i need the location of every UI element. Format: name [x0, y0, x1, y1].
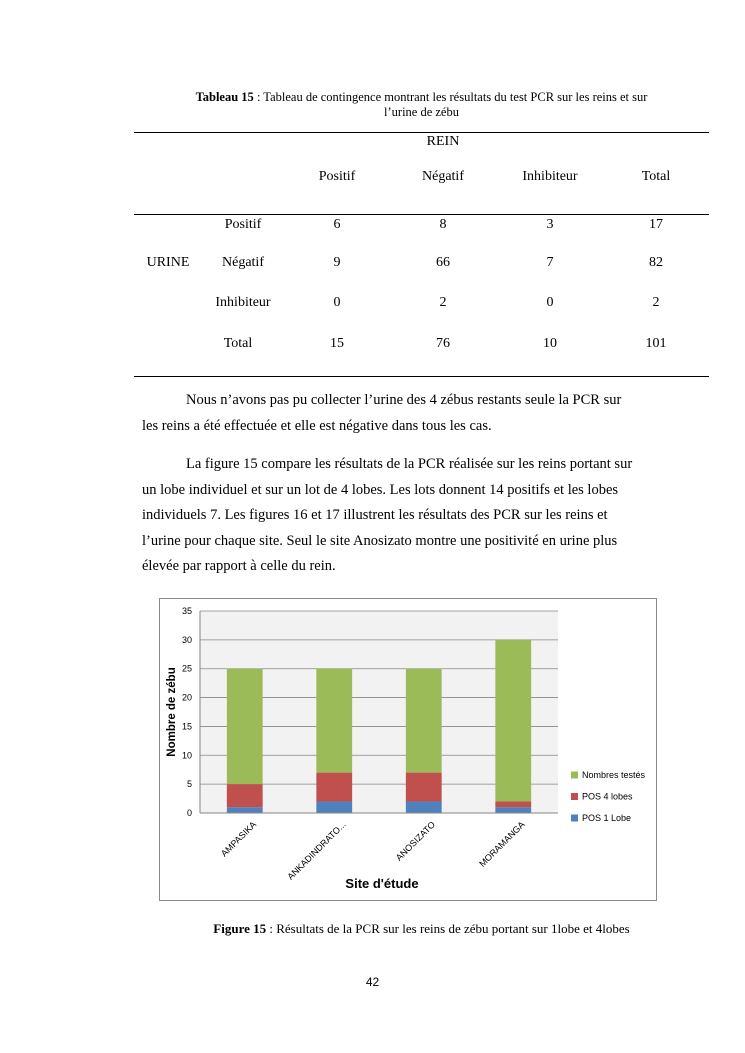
paragraph-2	[142, 452, 642, 580]
y-tick-label: 20	[181, 692, 192, 703]
figure-caption	[134, 921, 709, 936]
y-tick-label: 0	[186, 808, 192, 818]
legend-label: Nombres testés	[582, 770, 646, 780]
table-cell: 2	[652, 295, 660, 310]
y-tick-label: 10	[181, 750, 192, 761]
paragraph-line: individuels 7. Les figures 16 et 17 illustrent les résultats des PCR sur les reins et	[142, 507, 608, 524]
x-tick-label: ANOSIZATO	[393, 819, 438, 863]
paragraph-line: l’urine pour chaque site. Seul le site Anosizato montre une positivité en urine plus	[142, 532, 618, 549]
x-axis-title: Site d'étude	[345, 876, 419, 891]
column-header: Total	[641, 169, 671, 184]
y-tick-label: 25	[181, 663, 192, 674]
legend-label: POS 4 lobes	[582, 791, 633, 802]
bar-segment-pos-1-lobe	[316, 801, 352, 813]
paragraph-1	[142, 388, 642, 439]
bar-segment-nombres-test-s	[316, 669, 352, 773]
table-caption-text: : Tableau de contingence montrant les résultats du test PCR sur les reins et sur	[253, 90, 648, 104]
bar-segment-pos-4-lobes	[227, 784, 263, 807]
legend-label: POS 1 Lobe	[582, 813, 632, 823]
y-tick-label: 15	[181, 721, 192, 732]
table-bottom-rule	[134, 376, 709, 377]
table-caption-line2: l’urine de zébu	[384, 105, 459, 119]
table-top-rule	[134, 132, 709, 133]
table-cell: 8	[439, 217, 447, 232]
table-cell: 7	[546, 255, 554, 270]
table-cell: 9	[333, 255, 341, 270]
y-tick-label: 30	[181, 634, 192, 645]
bar-segment-nombres-test-s	[227, 669, 263, 784]
table-header-rule	[134, 214, 709, 215]
paragraph-line: élevée par rapport à celle du rein.	[142, 558, 336, 575]
column-header: Positif	[318, 169, 356, 184]
row-group-header: URINE	[146, 255, 190, 270]
table-cell: 6	[333, 217, 341, 232]
chart-frame	[159, 598, 657, 901]
table-cell: 82	[649, 255, 663, 270]
page-number: 42	[365, 975, 380, 989]
y-tick-label: 5	[186, 779, 192, 790]
bar-segment-pos-1-lobe	[227, 807, 263, 813]
column-group-header: REIN	[426, 134, 460, 149]
bar-segment-pos-4-lobes	[316, 773, 352, 802]
paragraph-line-text: Nous n’avons pas pu collecter l’urine des 4 zébus restants seule la PCR sur	[186, 392, 622, 408]
table-cell: 76	[436, 336, 450, 351]
paragraph-line: les reins a été effectuée et elle est négative dans tous les cas.	[142, 417, 492, 434]
table-cell: 101	[645, 336, 667, 351]
x-tick-label: MORAMANGA	[477, 819, 527, 869]
row-label: Négatif	[222, 255, 264, 270]
table-cell: 0	[546, 295, 554, 310]
column-header: Inhibiteur	[522, 169, 578, 184]
paragraph-line-text: La figure 15 compare les résultats de la PCR réalisée sur les reins portant sur	[186, 456, 633, 472]
legend-swatch	[571, 793, 578, 800]
column-header: Négatif	[422, 169, 464, 184]
row-label: Positif	[224, 217, 262, 232]
paragraph-line: un lobe individuel et sur un lot de 4 lobes. Les lots donnent 14 positifs et les lobes	[142, 481, 619, 498]
bar-segment-pos-1-lobe	[495, 807, 531, 813]
table-caption-label: Tableau 15	[195, 90, 254, 104]
paragraph-line	[142, 452, 642, 478]
bar-segment-pos-4-lobes	[406, 773, 442, 802]
stacked-bar-chart	[160, 599, 656, 900]
x-tick-label: AMPASIKA	[219, 819, 259, 859]
table-cell: 10	[543, 336, 557, 351]
bar-segment-pos-1-lobe	[406, 801, 442, 813]
row-label: Inhibiteur	[215, 295, 271, 310]
table-cell: 66	[436, 255, 450, 270]
figure-caption-label: Figure 15	[213, 921, 267, 936]
y-axis-title: Nombre de zébu	[166, 667, 178, 757]
table-cell: 2	[439, 295, 447, 310]
y-tick-label: 35	[181, 606, 192, 616]
table-caption	[134, 90, 709, 120]
table-caption-line1	[134, 90, 709, 105]
paragraph-line	[142, 388, 642, 414]
bar-segment-nombres-test-s	[495, 640, 531, 802]
legend-swatch	[571, 815, 578, 822]
table-cell: 15	[330, 336, 344, 351]
x-tick-label: ANKADINDRATO...	[285, 819, 348, 882]
table-cell: 0	[333, 295, 341, 310]
table-cell: 17	[649, 217, 663, 232]
row-label: Total	[223, 336, 253, 351]
bar-segment-nombres-test-s	[406, 669, 442, 773]
bar-segment-pos-4-lobes	[495, 801, 531, 807]
figure-caption-text: : Résultats de la PCR sur les reins de zébu portant sur 1lobe et 4lobes	[266, 921, 630, 936]
legend-swatch	[571, 772, 578, 779]
table-cell: 3	[546, 217, 554, 232]
